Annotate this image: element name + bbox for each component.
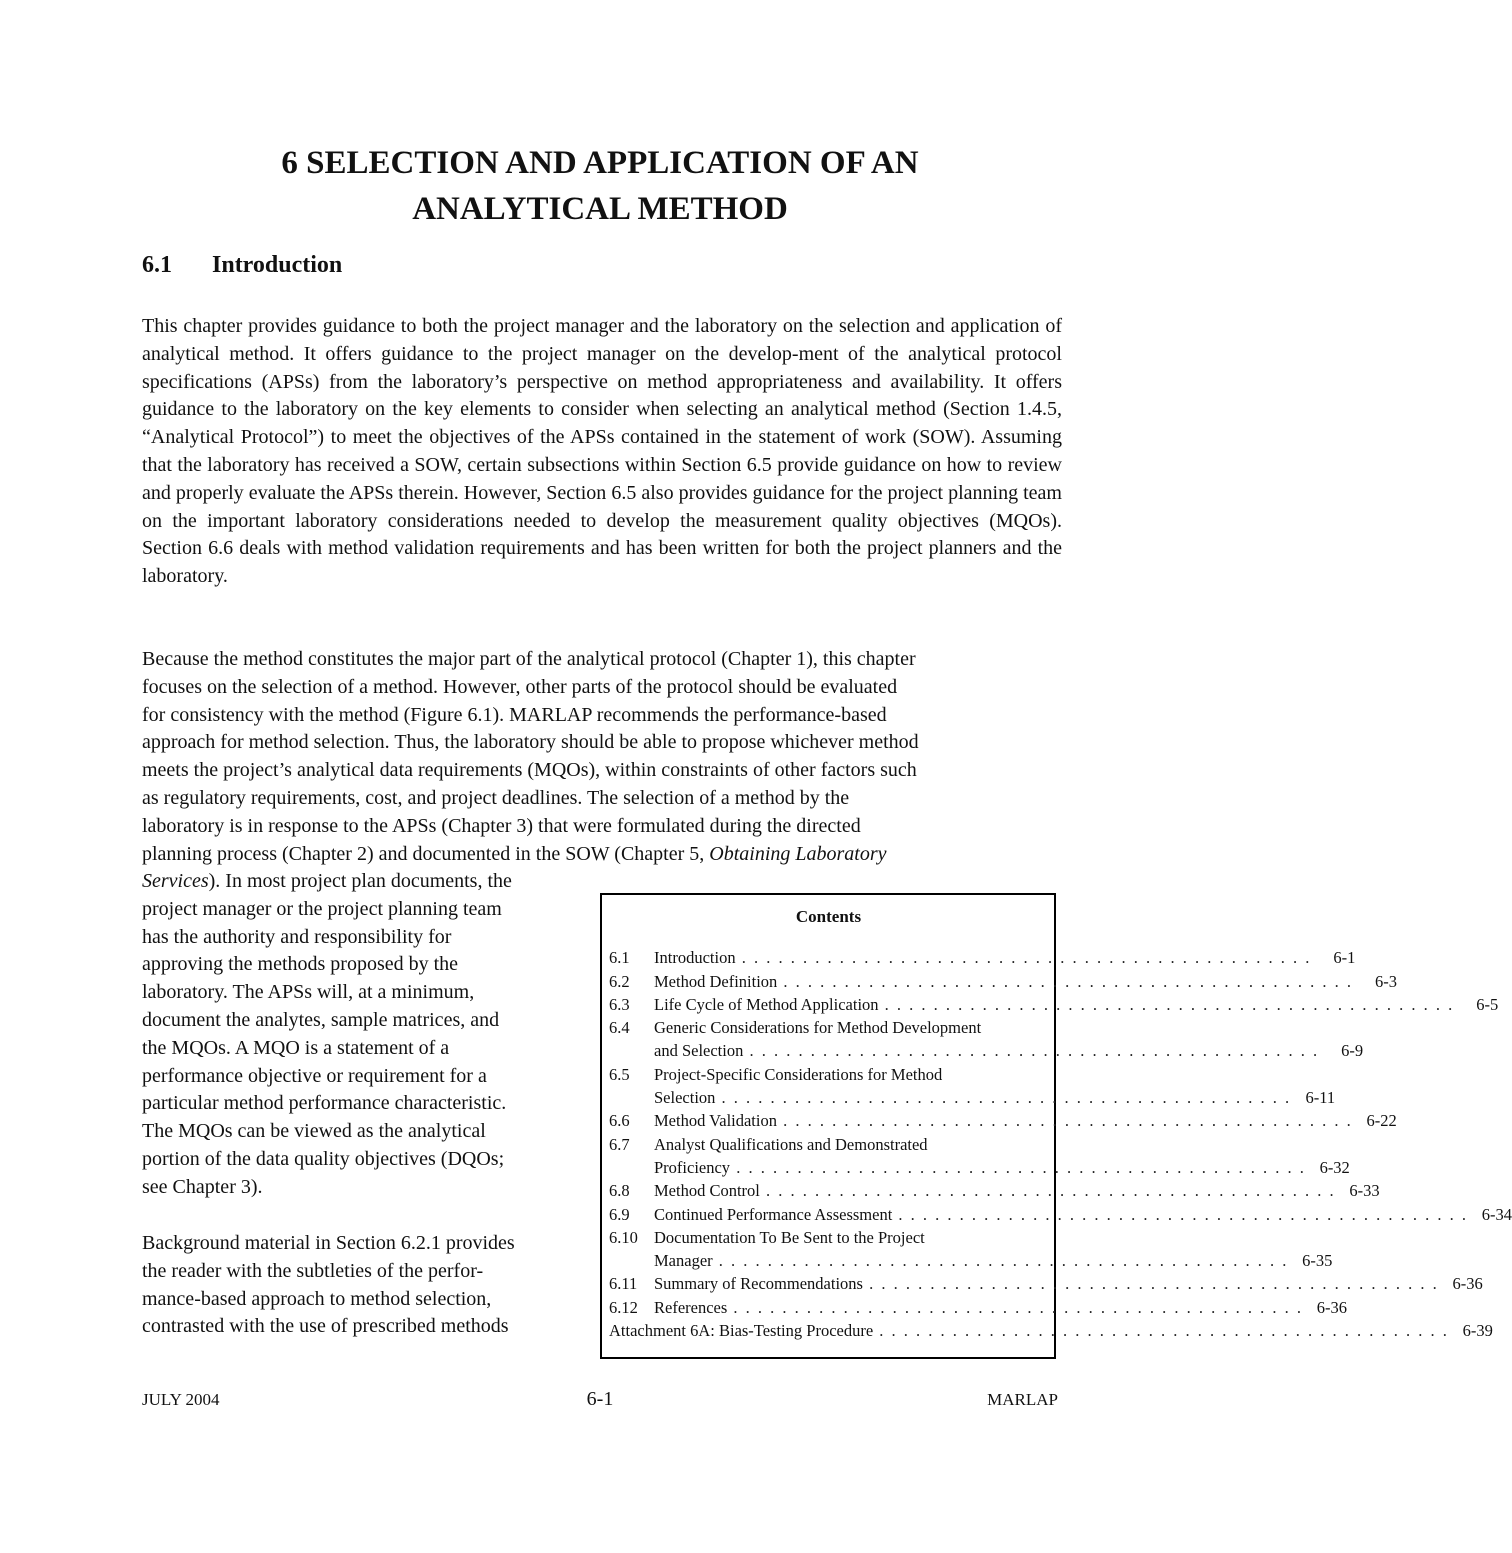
contents-entry-page: 6-35 bbox=[1302, 1251, 1333, 1271]
paragraph-line: meets the project’s analytical data requirements (MQOs), within constraints of other factors such bbox=[142, 759, 917, 782]
paragraph-line: approving the methods proposed by the bbox=[142, 953, 459, 976]
paragraph-line: for consistency with the method (Figure 6.1). MARLAP recommends the performance-based bbox=[142, 703, 887, 726]
contents-box bbox=[600, 893, 1512, 1359]
contents-entry-page: 6-32 bbox=[1319, 1157, 1350, 1177]
paragraph-line: see Chapter 3). bbox=[142, 1175, 263, 1198]
paragraph-line: contrasted with the use of prescribed methods bbox=[142, 1315, 509, 1338]
paragraph-line: project manager or the project planning team bbox=[142, 897, 502, 920]
contents-entry-label-text: Analyst Qualifications and Demonstrated bbox=[654, 1134, 928, 1154]
italic-reference: Obtaining Laboratory bbox=[709, 842, 887, 865]
contents-entry-label-text: Proficiency bbox=[654, 1157, 731, 1177]
paragraph-line: particular method performance characteristic. bbox=[142, 1092, 507, 1115]
contents-entry-number: 6.10 bbox=[609, 1227, 638, 1247]
contents-entry-label-text: Method Validation bbox=[654, 1111, 777, 1131]
contents-entry-page: 6-5 bbox=[1476, 994, 1499, 1014]
contents-entry-label-text: Generic Considerations for Method Development bbox=[654, 1018, 982, 1038]
contents-entry-label: and Selection . . . . . . . . . . . . . . . . . . . . . . . . . . . . . . . . . . . . . . . . . . . . . . . bbox=[654, 1041, 1320, 1061]
contents-entry-label-text: and Selection bbox=[654, 1041, 744, 1061]
contents-entry-number: 6.5 bbox=[609, 1064, 630, 1084]
footer-publication: MARLAP bbox=[987, 1390, 1058, 1409]
contents-entry-label: Introduction . . . . . . . . . . . . . . . . . . . . . . . . . . . . . . . . . . . . . . . . . . . . . . . bbox=[654, 948, 1312, 968]
method-paragraph-narrow bbox=[142, 868, 587, 1202]
contents-entry-label bbox=[654, 1133, 1048, 1156]
contents-entry-label-text: Method Definition bbox=[654, 971, 778, 991]
contents-entry-page: 6-3 bbox=[1375, 971, 1398, 991]
chapter-title-line-1: 6 SELECTION AND APPLICATION OF AN bbox=[281, 145, 919, 181]
contents-list bbox=[609, 946, 1512, 1342]
contents-entry-number: 6.11 bbox=[609, 1274, 638, 1294]
paragraph-line-text: planning process (Chapter 2) and documented in the SOW (Chapter 5, bbox=[142, 842, 710, 865]
paragraph-line: focuses on the selection of a method. However, other parts of the protocol should be evaluated bbox=[142, 675, 898, 698]
contents-entry-number: 6.7 bbox=[609, 1134, 630, 1154]
contents-attachment-entry bbox=[609, 1319, 1493, 1342]
paragraph-line-text: ). In most project plan documents, the bbox=[208, 870, 512, 892]
paragraph-line: the reader with the subtleties of the perfor- bbox=[142, 1259, 484, 1282]
contents-entry-page: 6-22 bbox=[1366, 1111, 1397, 1131]
footer-date: JULY 2004 bbox=[142, 1390, 220, 1409]
contents-entry-label: Method Definition . . . . . . . . . . . . . . . . . . . . . . . . . . . . . . . . . . . . . . . . . . . . . . . bbox=[654, 971, 1354, 991]
paragraph-line: The MQOs can be viewed as the analytical bbox=[142, 1120, 486, 1143]
footer-page-number: 6-1 bbox=[586, 1388, 614, 1410]
contents-entry bbox=[609, 1272, 1483, 1295]
contents-entry-label-text: Documentation To Be Sent to the Project bbox=[654, 1227, 925, 1247]
contents-entry-label-text: Life Cycle of Method Application bbox=[654, 994, 879, 1014]
paragraph-line bbox=[142, 868, 587, 896]
paragraph-line: approach for method selection. Thus, the laboratory should be able to propose whichever method bbox=[142, 731, 919, 754]
italic-reference: Services bbox=[142, 870, 209, 892]
contents-entry-continuation bbox=[609, 1156, 1350, 1179]
paragraph-line: document the analytes, sample matrices, and bbox=[142, 1008, 500, 1031]
contents-entry-number: 6.4 bbox=[609, 1018, 630, 1038]
contents-entry-page: 6-36 bbox=[1316, 1297, 1348, 1317]
contents-entry bbox=[609, 1203, 1512, 1226]
contents-entry bbox=[609, 946, 1356, 969]
contents-entry-label-text: Attachment 6A: Bias-Testing Procedure bbox=[609, 1321, 874, 1341]
contents-entry-page: 6-9 bbox=[1341, 1041, 1364, 1061]
contents-entry-number: 6.3 bbox=[609, 994, 630, 1014]
contents-entry-page: 6-1 bbox=[1333, 948, 1356, 968]
contents-entry-page: 6-39 bbox=[1462, 1321, 1493, 1341]
contents-entry-continuation bbox=[609, 1039, 1364, 1062]
contents-entry-page: 6-11 bbox=[1305, 1088, 1336, 1108]
contents-entry-number: 6.12 bbox=[609, 1297, 638, 1317]
contents-entry-label bbox=[654, 1226, 1048, 1249]
contents-title: Contents bbox=[795, 907, 862, 926]
contents-entry-label: Continued Performance Assessment . . . . . . . . . . . . . . . . . . . . . . . . . . . . . . . . . . . . . . . . . . . . . . . bbox=[654, 1204, 1469, 1224]
contents-entry-label-text: Summary of Recommendations bbox=[654, 1274, 863, 1294]
contents-entry-label: Method Validation . . . . . . . . . . . . . . . . . . . . . . . . . . . . . . . . . . . . . . . . . . . . . . . bbox=[654, 1111, 1353, 1131]
contents-entry bbox=[609, 1016, 1048, 1039]
paragraph-line: laboratory is in response to the APSs (Chapter 3) that were formulated during the directed bbox=[142, 814, 861, 837]
section-number: 6.1 bbox=[142, 252, 172, 278]
paragraph-line: has the authority and responsibility for bbox=[142, 925, 452, 948]
contents-entry-number: 6.1 bbox=[609, 948, 630, 968]
contents-entry-label: Attachment 6A: Bias-Testing Procedure . . . . . . . . . . . . . . . . . . . . . . . . . . . . . . . . . . . . . . . . . . . . . . . bbox=[609, 1321, 1449, 1341]
contents-entry-continuation bbox=[609, 1086, 1336, 1109]
paragraph-line: laboratory. The APSs will, at a minimum, bbox=[142, 981, 475, 1004]
paragraph-line: Because the method constitutes the major part of the analytical protocol (Chapter 1), this chapter bbox=[142, 648, 916, 670]
paragraph-line: as regulatory requirements, cost, and project deadlines. The selection of a method by the bbox=[142, 786, 850, 809]
contents-entry-label-text: Selection bbox=[654, 1088, 716, 1108]
contents-entry-page: 6-36 bbox=[1452, 1274, 1483, 1294]
contents-entry bbox=[609, 1226, 1048, 1249]
contents-entry-label: Proficiency . . . . . . . . . . . . . . . . . . . . . . . . . . . . . . . . . . . . . . . . . . . . . . . bbox=[654, 1157, 1306, 1177]
contents-entry-label: Selection . . . . . . . . . . . . . . . . . . . . . . . . . . . . . . . . . . . . . . . . . . . . . . . bbox=[654, 1088, 1292, 1108]
contents-entry-label-text: Project-Specific Considerations for Method bbox=[654, 1064, 943, 1084]
contents-entry-label: References . . . . . . . . . . . . . . . . . . . . . . . . . . . . . . . . . . . . . . . . . . . . . . . bbox=[654, 1297, 1304, 1317]
contents-entry-page: 6-33 bbox=[1349, 1181, 1380, 1201]
contents-entry-continuation bbox=[609, 1249, 1333, 1272]
chapter-title-line-2: ANALYTICAL METHOD bbox=[412, 191, 788, 227]
contents-entry-label-text: References bbox=[654, 1297, 728, 1317]
contents-entry-label bbox=[654, 1063, 1048, 1086]
paragraph-line: Background material in Section 6.2.1 provides bbox=[142, 1232, 515, 1254]
contents-entry bbox=[609, 970, 1398, 993]
contents-entry-label-text: Continued Performance Assessment bbox=[654, 1204, 893, 1224]
paragraph-line: portion of the data quality objectives (DQOs; bbox=[142, 1147, 505, 1170]
contents-entry-label: Summary of Recommendations . . . . . . . . . . . . . . . . . . . . . . . . . . . . . . . . . . . . . . . . . . . . . . . bbox=[654, 1274, 1439, 1294]
method-paragraph bbox=[142, 646, 1062, 868]
contents-entry bbox=[609, 1133, 1048, 1156]
contents-entry-number: 6.9 bbox=[609, 1204, 630, 1224]
contents-entry-page: 6-34 bbox=[1481, 1204, 1512, 1224]
paragraph-line: mance-based approach to method selection, bbox=[142, 1287, 492, 1310]
contents-entry-number: 6.8 bbox=[609, 1181, 630, 1201]
contents-entry-label-text: Manager bbox=[654, 1251, 713, 1271]
contents-entry-number: 6.6 bbox=[609, 1111, 630, 1131]
paragraph-line bbox=[142, 841, 1062, 869]
contents-entry-label: Life Cycle of Method Application . . . . . . . . . . . . . . . . . . . . . . . . . . . . . . . . . . . . . . . . . . . . . . . bbox=[654, 994, 1455, 1014]
contents-entry bbox=[609, 1179, 1380, 1202]
contents-entry bbox=[609, 1296, 1348, 1319]
contents-entry-label bbox=[654, 1016, 1048, 1039]
section-heading bbox=[142, 252, 342, 279]
chapter-title bbox=[0, 140, 1200, 232]
contents-entry-label: Method Control . . . . . . . . . . . . . . . . . . . . . . . . . . . . . . . . . . . . . . . . . . . . . . . bbox=[654, 1181, 1336, 1201]
section-title: Introduction bbox=[212, 252, 343, 278]
background-paragraph bbox=[142, 1230, 587, 1341]
paragraph-line: the MQOs. A MQO is a statement of a bbox=[142, 1036, 450, 1059]
contents-entry bbox=[609, 993, 1499, 1016]
contents-entry-label: Manager . . . . . . . . . . . . . . . . . . . . . . . . . . . . . . . . . . . . . . . . . . . . . . . bbox=[654, 1251, 1289, 1271]
contents-entry-number: 6.2 bbox=[609, 971, 630, 991]
contents-entry bbox=[609, 1063, 1048, 1086]
intro-paragraph: This chapter provides guidance to both the project manager and the laboratory on the selection and application of analytical method. It offers guidance to the project manager on the develop-ment of the analytical protocol specifications (APSs) from the laboratory’s perspective on method appropriateness and availability. It offers guidance to the laboratory on the key elements to consider when selecting an analytical method (Section 1.4.5, “Analytical Protocol”) to meet the objectives of the APSs contained in the statement of work (SOW). Assuming that the laboratory has received a SOW, certain subsections within Section 6.5 provide guidance on how to review and properly evaluate the APSs therein. However, Section 6.5 also provides guidance for the project planning team on the important laboratory considerations needed to develop the measurement quality objectives (MQOs). Section 6.6 deals with method validation requirements and has been written for both the project planners and the laboratory. bbox=[142, 315, 1062, 588]
contents-entry bbox=[609, 1109, 1397, 1132]
contents-entry-label-text: Introduction bbox=[654, 948, 736, 968]
paragraph-line: performance objective or requirement for a bbox=[142, 1064, 487, 1087]
contents-entry-label-text: Method Control bbox=[654, 1181, 760, 1201]
